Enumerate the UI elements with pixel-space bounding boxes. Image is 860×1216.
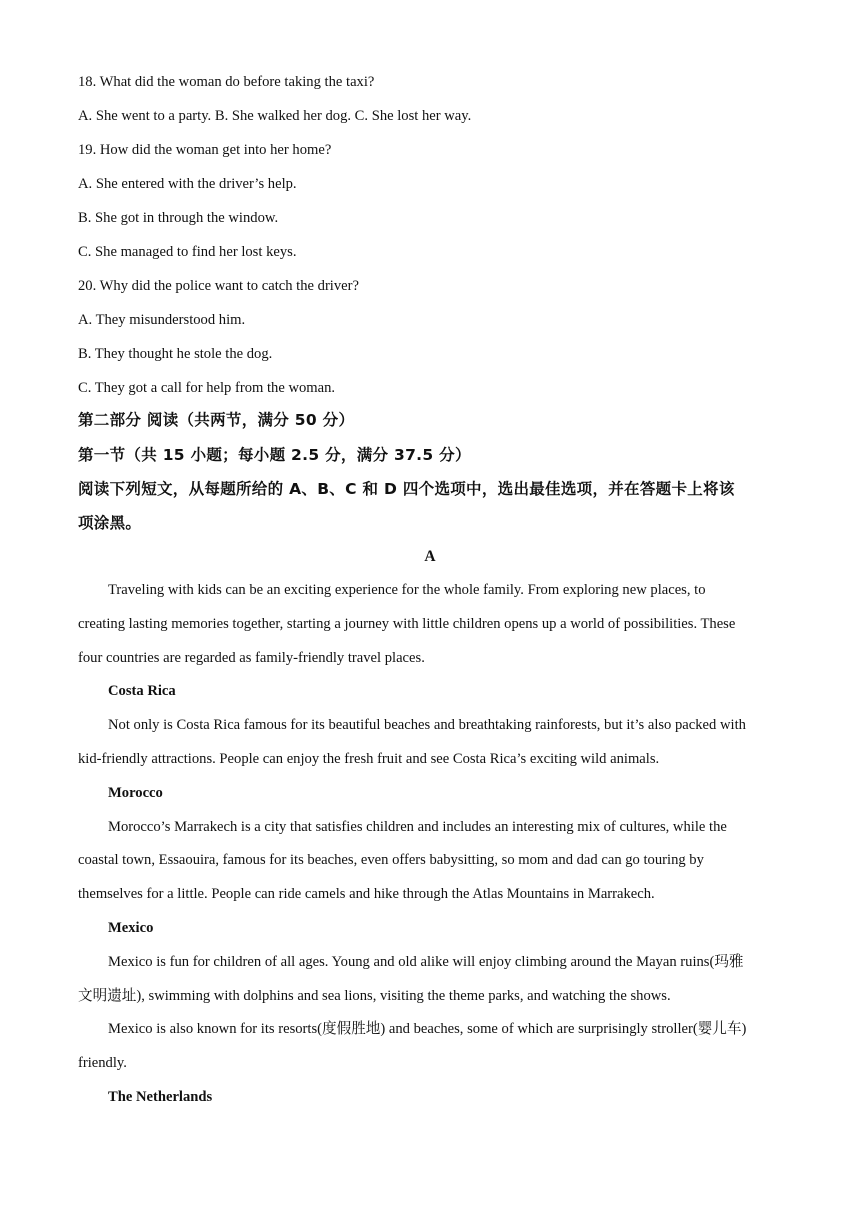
mexico-line-4: friendly.	[78, 1055, 127, 1071]
heading-netherlands: The Netherlands	[108, 1089, 213, 1105]
mexico-line-1: Mexico is fun for children of all ages. Young and old alike will enjoy climbing around the Mayan ruins(玛雅	[108, 954, 744, 970]
costa-rica-line-2: kid-friendly attractions. People can enjoy the fresh fruit and see Costa Rica’s exciting wild animals.	[78, 751, 660, 767]
costa-rica-line-1: Not only is Costa Rica famous for its beautiful beaches and breathtaking rainforests, but it’s also packed with	[108, 717, 746, 733]
question-19: 19. How did the woman get into her home?	[78, 142, 332, 158]
passage-label: A	[424, 548, 436, 565]
intro-line-1: Traveling with kids can be an exciting experience for the whole family. From exploring new places, to	[108, 582, 706, 598]
section-title: 第一节（共 15 小题；每小题 2.5 分，满分 37.5 分）	[78, 446, 471, 464]
intro-line-2: creating lasting memories together, starting a journey with little children opens up a world of possibilities. These	[78, 616, 736, 632]
question-20-option-a: A. They misunderstood him.	[78, 312, 246, 328]
heading-costa-rica: Costa Rica	[108, 683, 176, 699]
question-20-option-c: C. They got a call for help from the woman.	[78, 380, 336, 396]
question-20: 20. Why did the police want to catch the driver?	[78, 278, 359, 294]
intro-line-3: four countries are regarded as family-friendly travel places.	[78, 650, 425, 666]
question-18-options: A. She went to a party. B. She walked her dog. C. She lost her way.	[78, 108, 472, 124]
instruction-line-2: 项涂黑。	[78, 514, 142, 532]
question-19-option-a: A. She entered with the driver’s help.	[78, 176, 297, 192]
question-19-option-b: B. She got in through the window.	[78, 210, 279, 226]
mexico-line-3: Mexico is also known for its resorts(度假胜地) and beaches, some of which are surprisingly stroller(婴儿车)	[108, 1021, 747, 1037]
heading-mexico: Mexico	[108, 920, 154, 936]
heading-morocco: Morocco	[108, 785, 163, 801]
morocco-line-2: coastal town, Essaouira, famous for its beaches, even offers babysitting, so mom and dad can go touring by	[78, 852, 704, 868]
question-19-option-c: C. She managed to find her lost keys.	[78, 244, 297, 260]
morocco-line-1: Morocco’s Marrakech is a city that satisfies children and includes an interesting mix of cultures, while the	[108, 819, 727, 835]
question-18: 18. What did the woman do before taking the taxi?	[78, 74, 375, 90]
morocco-line-3: themselves for a little. People can ride camels and hike through the Atlas Mountains in Marrakech.	[78, 886, 655, 902]
part-title: 第二部分 阅读（共两节，满分 50 分）	[78, 411, 355, 429]
question-20-option-b: B. They thought he stole the dog.	[78, 346, 273, 362]
mexico-line-2: 文明遗址), swimming with dolphins and sea lions, visiting the theme parks, and watching the shows.	[78, 988, 671, 1004]
instruction-line-1: 阅读下列短文，从每题所给的 A、B、C 和 D 四个选项中，选出最佳选项，并在答题卡上将该	[78, 480, 735, 498]
